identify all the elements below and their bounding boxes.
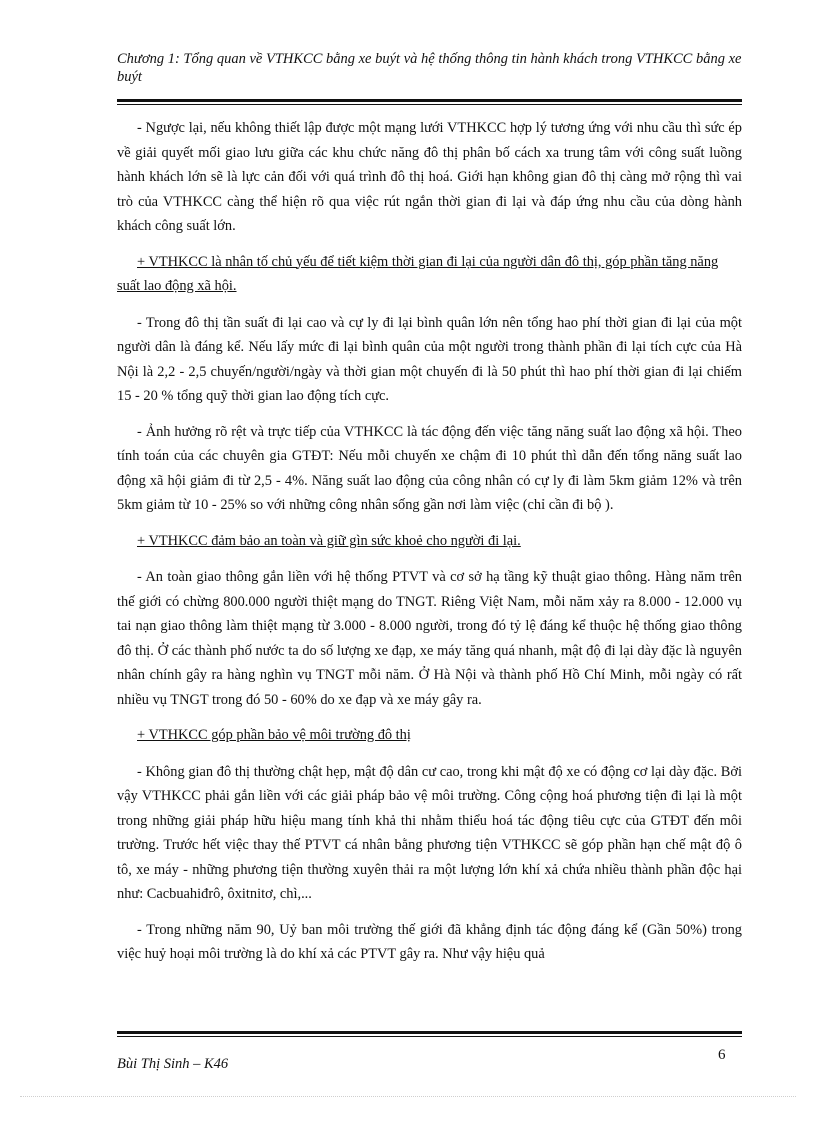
footer-rule-thin: [117, 1036, 742, 1037]
page-bottom-divider: [20, 1096, 796, 1097]
heading-time-saving: + VTHKCC là nhân tố chủ yếu để tiết kiệm thời gian đi lại của người dân đô thị, góp phần tăng năng suất lao động xã hội.: [117, 253, 719, 294]
paragraph-nineties: - Trong những năm 90, Uỷ ban môi trường thế giới đã khẳng định tác động đáng kể (Gần 50%) trong việc huỷ hoại môi trường là do khí xả các PTVT gây ra. Như vậy hiệu quả: [117, 921, 742, 962]
footer-rule-thick: [117, 1031, 742, 1034]
page-number: 6: [718, 1047, 726, 1063]
heading-environment: + VTHKCC góp phần bảo vệ môi trường đô thị: [137, 727, 411, 743]
paragraph-productivity: - Ảnh hưởng rõ rệt và trực tiếp của VTHKCC là tác động đến việc tăng năng suất lao động xã hội. Theo tính toán của các chuyên gia GTĐT: Nếu mỗi chuyến xe chậm đi 10 phút thì dẫn đến tổng năng suất lao động xã hội giảm đi từ 2,5 - 4%. Năng suất lao động của công nhân có cự ly đi làm 5km giảm 12% và trên 5km giảm từ 10 - 25% so với những công nhân sống gần nơi làm việc (chỉ cần đi bộ ).: [117, 423, 742, 513]
paragraph-counter-effect: - Ngược lại, nếu không thiết lập được một mạng lưới VTHKCC hợp lý tương ứng với nhu cầu thì sức ép về giải quyết mối giao lưu giữa các khu chức năng đô thị phân bố cách xa trung tâm với công suất luồng hành khách lớn sẽ là lực cản đối với quá trình đô thị hoá. Giới hạn không gian đô thị càng mở rộng thì vai trò của VTHKCC càng thể hiện rõ qua việc rút ngắn thời gian đi lại và đáp ứng nhu cầu của dòng hành khách công suất lớn.: [117, 120, 742, 234]
paragraph-travel-time: - Trong đô thị tần suất đi lại cao và cự ly đi lại bình quân lớn nên tổng hao phí thời gian đi lại của một người dân là đáng kể. Nếu lấy mức đi lại bình quân của một người trong thành phần đi lại tích cực của Hà Nội là 2,2 - 2,5 chuyến/người/ngày và thời gian một chuyến đi là 50 phút thì hao phí thời gian đi lại chiếm 15 - 20 % tổng quỹ thời gian lao động tích cực.: [117, 314, 742, 404]
heading-safety: + VTHKCC đảm bảo an toàn và giữ gìn sức khoẻ cho người đi lại.: [137, 532, 521, 549]
header-rule-thin: [117, 104, 742, 105]
footer-author: Bùi Thị Sinh – K46: [117, 1056, 229, 1072]
page-body: [117, 116, 742, 978]
paragraph-urban-space: - Không gian đô thị thường chật hẹp, mật độ dân cư cao, trong khi mật độ xe có động cơ lại dày đặc. Bởi vậy VTHKCC phải gắn liền với các giải pháp bảo vệ môi trường. Công cộng hoá phương tiện đi lại là một trong những giải pháp hữu hiệu mang tính khả thi nhằm thiểu hoá tác động tiêu cực của GTĐT đến môi trường. Trước hết việc thay thế PTVT cá nhân bằng phương tiện VTHKCC sẽ góp phần hạn chế mật độ ô tô, xe máy - những phương tiện thường xuyên thải ra một lượng lớn khí xả chứa nhiều thành phần độc hại như: Cacbuahiđrô, ôxitnitơ, chì,...: [117, 763, 742, 902]
paragraph-traffic-safety: - An toàn giao thông gắn liền với hệ thống PTVT và cơ sở hạ tầng kỹ thuật giao thông. Hàng năm trên thế giới có chừng 800.000 người thiệt mạng do TNGT. Riêng Việt Nam, mỗi năm xảy ra 8.000 - 12.000 vụ tai nạn giao thông làm thiệt mạng từ 3.000 - 8.000 người, trong đó tỷ lệ đáng kể thuộc hệ thống giao thông đô thị. Ở các thành phố nước ta do số lượng xe đạp, xe máy tăng quá nhanh, mật độ đi lại dày đặc là nguyên nhân chính gây ra hàng nghìn vụ TNGT mỗi năm. Ở Hà Nội và thành phố Hồ Chí Minh, mỗi ngày có rất nhiều vụ TNGT trong đó 50 - 60% do xe đạp và xe máy gây ra.: [117, 569, 742, 708]
header-rule-thick: [117, 99, 742, 102]
chapter-header: Chương 1: Tổng quan về VTHKCC bằng xe buýt và hệ thống thông tin hành khách trong VTHKCC bằng xe buýt: [117, 51, 742, 85]
